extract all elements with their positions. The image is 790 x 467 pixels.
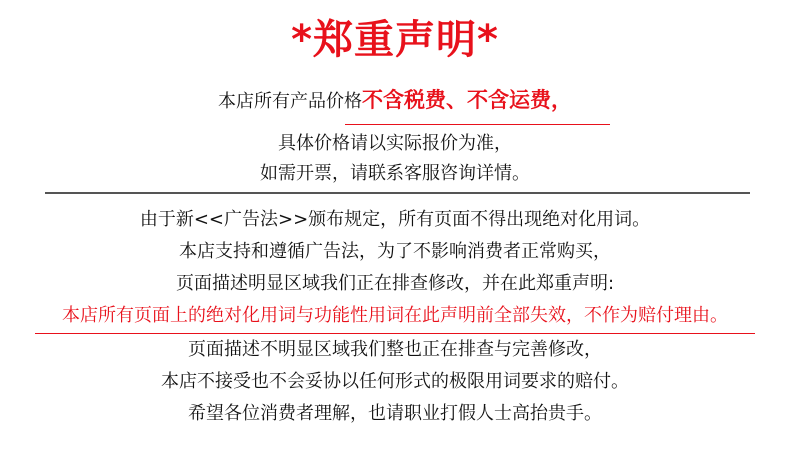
ad-law-line-4-highlight: 本店所有页面上的绝对化用词与功能性用词在此声明前全部失效，不作为赔付理由。 — [62, 305, 728, 326]
price-line-2: 如需开票，请联系客服咨询详情。 — [260, 163, 530, 184]
highlight-underline — [35, 333, 755, 334]
price-notice-prefix: 本店所有产品价格 — [218, 91, 362, 112]
section-divider — [45, 192, 750, 194]
ad-law-line-2: 本店支持和遵循广告法，为了不影响消费者正常购买， — [179, 241, 611, 262]
price-line-1: 具体价格请以实际报价为准， — [278, 133, 512, 154]
ad-law-line-3: 页面描述明显区域我们正在排查修改，并在此郑重声明: — [175, 273, 615, 294]
ad-law-line-6: 本店不接受也不会妥协以任何形式的极限用词要求的赔付。 — [161, 371, 629, 392]
price-notice-highlight: 不含税费、不含运费， — [362, 88, 572, 112]
ad-law-line-1: 由于新<<广告法>>颁布规定，所有页面不得出现绝对化用词。 — [139, 209, 651, 230]
ad-law-line-7: 希望各位消费者理解，也请职业打假人士高抬贵手。 — [188, 403, 602, 424]
page-title: *郑重声明* — [291, 17, 499, 63]
ad-law-line-5: 页面描述不明显区域我们整也正在排查与完善修改， — [188, 339, 602, 360]
price-notice — [0, 88, 790, 114]
notice-underline — [345, 124, 610, 125]
